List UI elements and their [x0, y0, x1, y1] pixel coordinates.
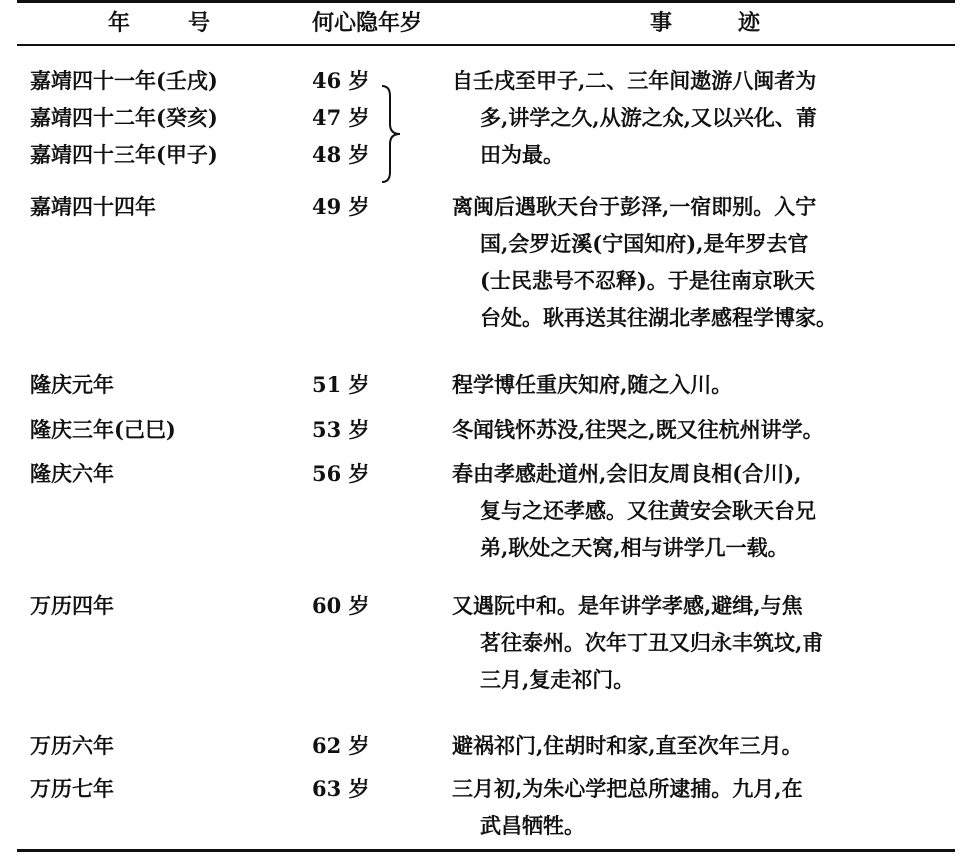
event-cell	[452, 455, 952, 566]
event-line: 离闽后遇耿天台于彭泽,一宿即别。入宁	[452, 194, 817, 219]
event-line: 春由孝感赴道州,会旧友周良相(合川),	[452, 461, 802, 486]
age-cell: 51 岁	[312, 372, 370, 397]
age-cell: 62 岁	[312, 733, 370, 758]
event-cell	[452, 188, 952, 336]
age-cell: 53 岁	[312, 417, 370, 442]
event-line: 多,讲学之久,从游之众,又以兴化、莆	[480, 105, 817, 130]
header-year-char-2: 号	[188, 10, 211, 36]
header-divider-rule	[17, 44, 955, 46]
age-cell: 63 岁	[312, 776, 370, 801]
event-cell	[452, 62, 952, 173]
year-cell: 嘉靖四十三年(甲子)	[30, 142, 218, 167]
age-cell: 47 岁	[312, 105, 370, 130]
event-cell	[452, 727, 952, 764]
age-cell: 60 岁	[312, 593, 370, 618]
age-cell: 48 岁	[312, 142, 370, 167]
event-line: 武昌牺牲。	[480, 813, 585, 838]
header-age: 何心隐年岁	[312, 10, 423, 36]
event-line: 自壬戌至甲子,二、三年间遨游八闽者为	[452, 68, 817, 93]
event-line: 避祸祁门,住胡时和家,直至次年三月。	[452, 733, 803, 758]
age-cell: 46 岁	[312, 68, 370, 93]
event-line: 国,会罗近溪(宁国知府),是年罗去官	[480, 231, 809, 256]
event-cell	[452, 587, 952, 698]
event-line: 台处。耿再送其往湖北孝感程学博家。	[480, 305, 837, 330]
year-cell: 隆庆三年(己巳)	[30, 417, 176, 442]
header-event-char-2: 迹	[738, 10, 761, 36]
year-cell: 嘉靖四十一年(壬戌)	[30, 68, 218, 93]
grouping-brace	[380, 84, 404, 184]
year-cell: 嘉靖四十四年	[30, 194, 156, 219]
event-cell	[452, 770, 952, 844]
header-event-char-1: 事	[650, 10, 673, 36]
event-line: 又遇阮中和。是年讲学孝感,避缉,与焦	[452, 593, 803, 618]
year-cell: 隆庆六年	[30, 461, 114, 486]
age-cell: 49 岁	[312, 194, 370, 219]
table-bottom-rule	[17, 849, 955, 852]
year-cell: 万历六年	[30, 733, 114, 758]
event-line: 复与之还孝感。又往黄安会耿天台兄	[480, 498, 816, 523]
event-line: 茗往泰州。次年丁丑又归永丰筑坟,甫	[480, 630, 824, 655]
header-year-char-1: 年	[108, 10, 131, 36]
event-line: 程学博任重庆知府,随之入川。	[452, 372, 733, 397]
event-line: (士民悲号不忍释)。于是往南京耿天	[480, 268, 815, 293]
year-cell: 万历四年	[30, 593, 114, 618]
event-cell	[452, 411, 952, 448]
year-cell: 万历七年	[30, 776, 114, 801]
event-line: 田为最。	[480, 142, 564, 167]
event-line: 三月初,为朱心学把总所逮捕。九月,在	[452, 776, 803, 801]
year-cell: 隆庆元年	[30, 372, 114, 397]
event-cell	[452, 366, 952, 403]
table-top-rule	[17, 0, 955, 3]
event-line: 弟,耿处之天窝,相与讲学几一载。	[480, 535, 789, 560]
age-cell: 56 岁	[312, 461, 370, 486]
year-cell: 嘉靖四十二年(癸亥)	[30, 105, 218, 130]
event-line: 冬闻钱怀苏没,往哭之,既又往杭州讲学。	[452, 417, 824, 442]
event-line: 三月,复走祁门。	[480, 667, 635, 692]
